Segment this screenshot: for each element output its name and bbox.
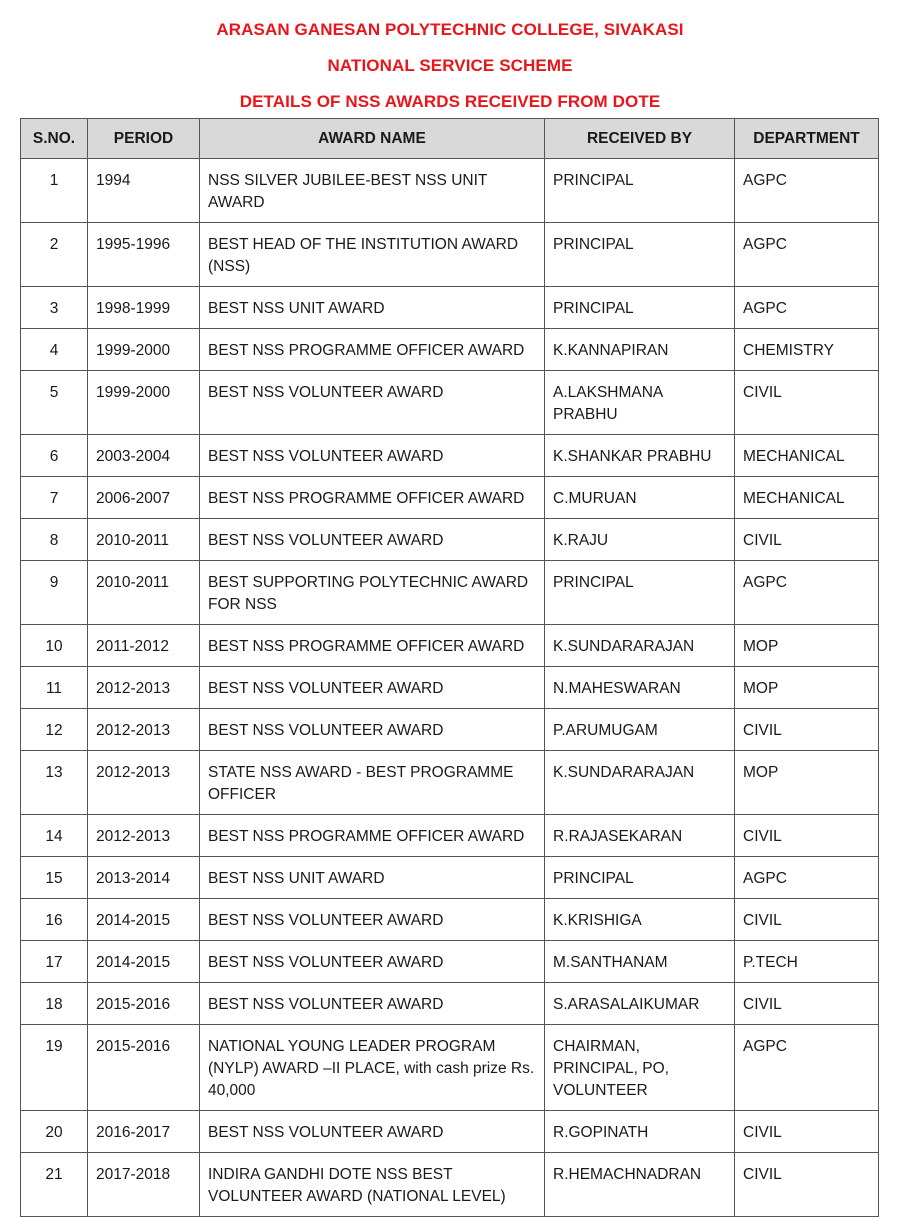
cell-department: CIVIL [735, 899, 879, 941]
cell-received-by: R.RAJASEKARAN [545, 815, 735, 857]
cell-department: AGPC [735, 1025, 879, 1111]
cell-period: 1998-1999 [88, 287, 200, 329]
cell-period: 2010-2011 [88, 561, 200, 625]
cell-period: 2012-2013 [88, 709, 200, 751]
cell-received-by: N.MAHESWARAN [545, 667, 735, 709]
table-row [21, 1111, 879, 1153]
column-header-sno: S.NO. [21, 119, 88, 159]
college-title: ARASAN GANESAN POLYTECHNIC COLLEGE, SIVAKASI [216, 20, 684, 39]
table-row [21, 625, 879, 667]
cell-department: AGPC [735, 561, 879, 625]
cell-department: AGPC [735, 287, 879, 329]
cell-period: 2017-2018 [88, 1153, 200, 1217]
cell-sno: 6 [21, 435, 88, 477]
column-header-department: DEPARTMENT [735, 119, 879, 159]
cell-period: 2014-2015 [88, 941, 200, 983]
table-row [21, 371, 879, 435]
cell-received-by: R.GOPINATH [545, 1111, 735, 1153]
cell-award-name: BEST NSS VOLUNTEER AWARD [200, 1111, 545, 1153]
cell-sno: 13 [21, 751, 88, 815]
table-row [21, 941, 879, 983]
cell-award-name: BEST NSS VOLUNTEER AWARD [200, 899, 545, 941]
cell-received-by: P.ARUMUGAM [545, 709, 735, 751]
cell-sno: 21 [21, 1153, 88, 1217]
cell-period: 1994 [88, 159, 200, 223]
document-header [0, 16, 900, 124]
table-row [21, 815, 879, 857]
cell-department: CIVIL [735, 519, 879, 561]
cell-period: 2012-2013 [88, 815, 200, 857]
cell-period: 2011-2012 [88, 625, 200, 667]
table-row [21, 857, 879, 899]
cell-award-name: NATIONAL YOUNG LEADER PROGRAM (NYLP) AWARD –II PLACE, with cash prize Rs. 40,000 [200, 1025, 545, 1111]
cell-award-name: BEST NSS VOLUNTEER AWARD [200, 983, 545, 1025]
cell-received-by: PRINCIPAL [545, 159, 735, 223]
cell-department: CIVIL [735, 709, 879, 751]
cell-department: P.TECH [735, 941, 879, 983]
cell-department: MOP [735, 625, 879, 667]
table-row [21, 223, 879, 287]
cell-award-name: BEST NSS VOLUNTEER AWARD [200, 519, 545, 561]
cell-department: CIVIL [735, 1153, 879, 1217]
cell-award-name: BEST NSS VOLUNTEER AWARD [200, 709, 545, 751]
cell-award-name: BEST NSS VOLUNTEER AWARD [200, 667, 545, 709]
table-row [21, 159, 879, 223]
cell-department: CIVIL [735, 983, 879, 1025]
cell-sno: 12 [21, 709, 88, 751]
table-row [21, 1153, 879, 1217]
cell-received-by: PRINCIPAL [545, 561, 735, 625]
cell-period: 2015-2016 [88, 1025, 200, 1111]
cell-department: CIVIL [735, 815, 879, 857]
cell-received-by: R.HEMACHNADRAN [545, 1153, 735, 1217]
cell-period: 2010-2011 [88, 519, 200, 561]
cell-period: 2016-2017 [88, 1111, 200, 1153]
cell-received-by: K.KANNAPIRAN [545, 329, 735, 371]
awards-table [20, 118, 879, 1217]
table-row [21, 561, 879, 625]
cell-department: MOP [735, 667, 879, 709]
cell-period: 2012-2013 [88, 751, 200, 815]
table-row [21, 435, 879, 477]
cell-award-name: BEST NSS UNIT AWARD [200, 287, 545, 329]
cell-sno: 8 [21, 519, 88, 561]
cell-award-name: BEST HEAD OF THE INSTITUTION AWARD (NSS) [200, 223, 545, 287]
cell-received-by: K.SUNDARARAJAN [545, 751, 735, 815]
cell-received-by: PRINCIPAL [545, 857, 735, 899]
table-row [21, 519, 879, 561]
table-row [21, 287, 879, 329]
cell-received-by: M.SANTHANAM [545, 941, 735, 983]
cell-award-name: STATE NSS AWARD - BEST PROGRAMME OFFICER [200, 751, 545, 815]
cell-received-by: PRINCIPAL [545, 223, 735, 287]
cell-award-name: BEST NSS PROGRAMME OFFICER AWARD [200, 815, 545, 857]
cell-sno: 19 [21, 1025, 88, 1111]
cell-sno: 3 [21, 287, 88, 329]
cell-award-name: BEST SUPPORTING POLYTECHNIC AWARD FOR NSS [200, 561, 545, 625]
cell-received-by: K.KRISHIGA [545, 899, 735, 941]
cell-sno: 9 [21, 561, 88, 625]
cell-period: 2013-2014 [88, 857, 200, 899]
table-row [21, 667, 879, 709]
table-row [21, 329, 879, 371]
cell-sno: 14 [21, 815, 88, 857]
column-header-period: PERIOD [88, 119, 200, 159]
column-header-received-by: RECEIVED BY [545, 119, 735, 159]
cell-period: 1999-2000 [88, 371, 200, 435]
scheme-title: NATIONAL SERVICE SCHEME [327, 56, 573, 75]
cell-sno: 16 [21, 899, 88, 941]
cell-award-name: BEST NSS UNIT AWARD [200, 857, 545, 899]
cell-award-name: BEST NSS VOLUNTEER AWARD [200, 941, 545, 983]
cell-award-name: BEST NSS VOLUNTEER AWARD [200, 435, 545, 477]
cell-award-name: BEST NSS PROGRAMME OFFICER AWARD [200, 477, 545, 519]
cell-sno: 20 [21, 1111, 88, 1153]
cell-sno: 4 [21, 329, 88, 371]
cell-sno: 18 [21, 983, 88, 1025]
table-body [21, 159, 879, 1217]
cell-department: MECHANICAL [735, 477, 879, 519]
cell-sno: 7 [21, 477, 88, 519]
cell-received-by: PRINCIPAL [545, 287, 735, 329]
cell-award-name: INDIRA GANDHI DOTE NSS BEST VOLUNTEER AWARD (NATIONAL LEVEL) [200, 1153, 545, 1217]
cell-department: MOP [735, 751, 879, 815]
cell-received-by: CHAIRMAN, PRINCIPAL, PO, VOLUNTEER [545, 1025, 735, 1111]
cell-department: CHEMISTRY [735, 329, 879, 371]
cell-award-name: BEST NSS PROGRAMME OFFICER AWARD [200, 625, 545, 667]
cell-period: 1995-1996 [88, 223, 200, 287]
cell-sno: 10 [21, 625, 88, 667]
cell-award-name: NSS SILVER JUBILEE-BEST NSS UNIT AWARD [200, 159, 545, 223]
cell-award-name: BEST NSS VOLUNTEER AWARD [200, 371, 545, 435]
cell-received-by: S.ARASALAIKUMAR [545, 983, 735, 1025]
table-row [21, 477, 879, 519]
cell-department: CIVIL [735, 371, 879, 435]
table-row [21, 709, 879, 751]
cell-department: AGPC [735, 857, 879, 899]
cell-sno: 2 [21, 223, 88, 287]
cell-sno: 17 [21, 941, 88, 983]
table-row [21, 983, 879, 1025]
cell-period: 1999-2000 [88, 329, 200, 371]
cell-period: 2014-2015 [88, 899, 200, 941]
cell-award-name: BEST NSS PROGRAMME OFFICER AWARD [200, 329, 545, 371]
table-row [21, 751, 879, 815]
table-row [21, 899, 879, 941]
column-header-award-name: AWARD NAME [200, 119, 545, 159]
cell-received-by: C.MURUAN [545, 477, 735, 519]
cell-sno: 15 [21, 857, 88, 899]
table-row [21, 1025, 879, 1111]
cell-sno: 11 [21, 667, 88, 709]
cell-received-by: A.LAKSHMANA PRABHU [545, 371, 735, 435]
cell-sno: 1 [21, 159, 88, 223]
table-header-row [21, 119, 879, 159]
cell-department: CIVIL [735, 1111, 879, 1153]
cell-period: 2003-2004 [88, 435, 200, 477]
cell-received-by: K.RAJU [545, 519, 735, 561]
cell-sno: 5 [21, 371, 88, 435]
cell-received-by: K.SHANKAR PRABHU [545, 435, 735, 477]
document-subtitle: DETAILS OF NSS AWARDS RECEIVED FROM DOTE [239, 92, 661, 111]
cell-department: MECHANICAL [735, 435, 879, 477]
cell-period: 2012-2013 [88, 667, 200, 709]
cell-period: 2006-2007 [88, 477, 200, 519]
cell-period: 2015-2016 [88, 983, 200, 1025]
cell-department: AGPC [735, 223, 879, 287]
cell-received-by: K.SUNDARARAJAN [545, 625, 735, 667]
cell-department: AGPC [735, 159, 879, 223]
